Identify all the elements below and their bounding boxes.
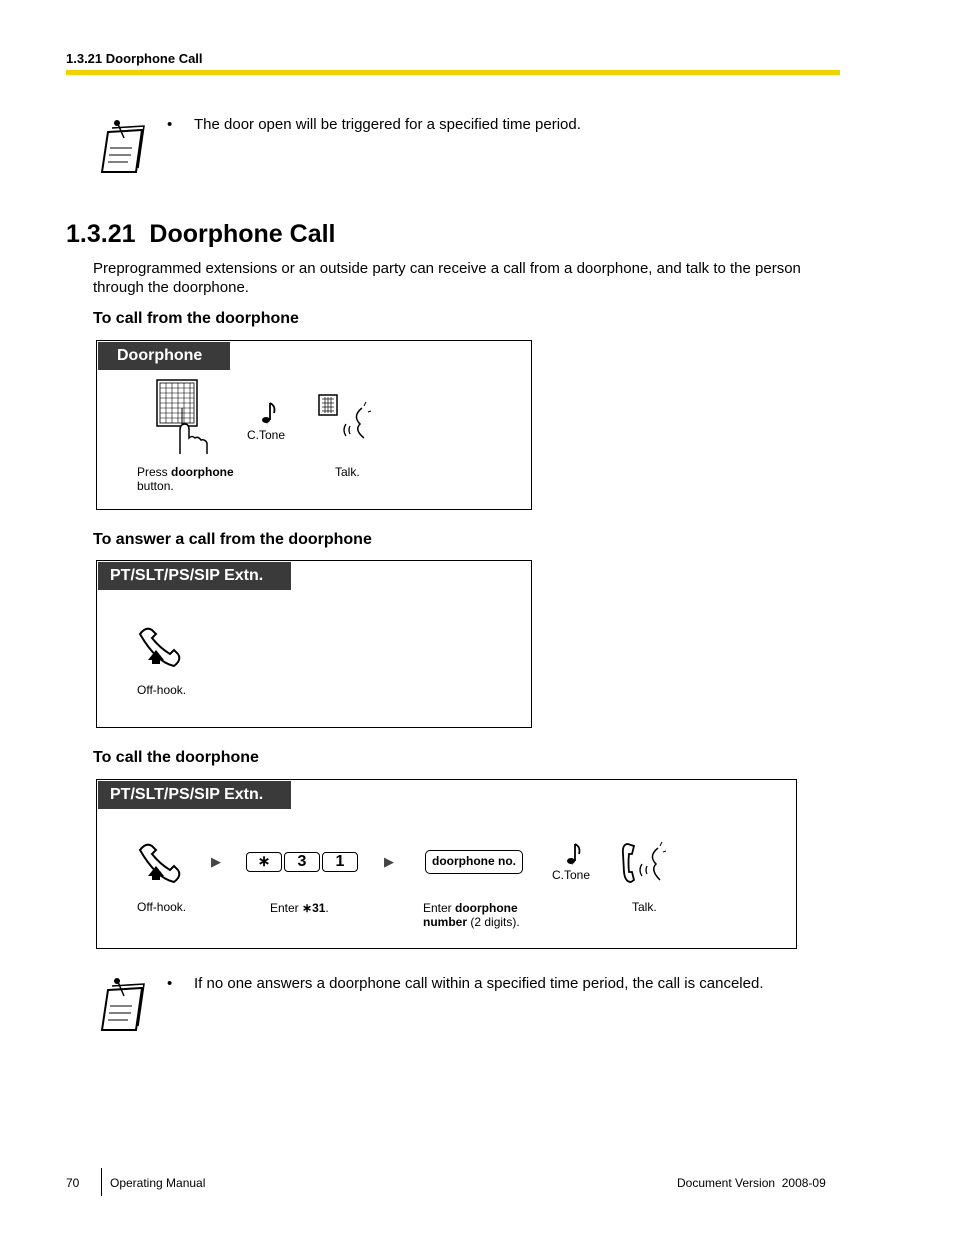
page-number: 70 (66, 1176, 80, 1190)
running-header: 1.3.21 Doorphone Call (66, 51, 203, 66)
box-label: PT/SLT/PS/SIP Extn. (98, 562, 291, 590)
header-rule (66, 70, 840, 75)
note-pad-icon (98, 976, 150, 1038)
handset-talk-icon (620, 840, 666, 886)
note-text: If no one answers a doorphone call within a specified time period, the call is canceled. (194, 975, 764, 992)
talk-caption: Talk. (335, 465, 360, 479)
document-version: Document Version 2008-09 (677, 1176, 826, 1190)
note-text: The door open will be triggered for a specified time period. (194, 116, 581, 133)
footer-separator (101, 1168, 102, 1196)
section-intro: Preprogrammed extensions or an outside party can receive a call from a doorphone, and talk to the person through the doorphone. (93, 260, 801, 296)
offhook-caption: Off-hook. (137, 900, 187, 914)
enter-doorphone-number-caption: Enter doorphone number (2 digits). (423, 901, 520, 929)
music-note-icon (258, 401, 278, 427)
key-1: 1 (322, 852, 358, 872)
note-bullet: • (167, 116, 173, 133)
press-doorphone-caption: Press doorphone button. (137, 465, 234, 493)
key-3: 3 (284, 852, 320, 872)
box-label: Doorphone (98, 342, 230, 370)
doorphone-number-field: doorphone no. (425, 850, 523, 874)
note-pad-icon (98, 118, 150, 180)
offhook-caption: Off-hook. (137, 683, 187, 697)
manual-title: Operating Manual (110, 1176, 206, 1190)
section-title: 1.3.21 Doorphone Call (66, 220, 336, 248)
note-bullet: • (167, 975, 173, 992)
music-note-icon (563, 842, 583, 868)
intercom-talk-icon (318, 394, 372, 442)
key-star: ∗ (246, 852, 282, 872)
arrow-right-icon: ▶ (384, 854, 394, 869)
off-hook-icon (136, 626, 184, 668)
procedure-heading: To answer a call from the doorphone (93, 531, 372, 548)
talk-caption: Talk. (632, 900, 657, 914)
arrow-right-icon: ▶ (211, 854, 221, 869)
ctone-label: C.Tone (552, 868, 591, 882)
procedure-heading: To call the doorphone (93, 749, 259, 766)
off-hook-icon (136, 842, 184, 884)
ctone-label: C.Tone (247, 428, 286, 442)
procedure-heading: To call from the doorphone (93, 310, 299, 327)
doorphone-button-icon (154, 378, 214, 458)
box-label: PT/SLT/PS/SIP Extn. (98, 781, 291, 809)
enter-code-caption: Enter ∗31. (270, 901, 329, 915)
